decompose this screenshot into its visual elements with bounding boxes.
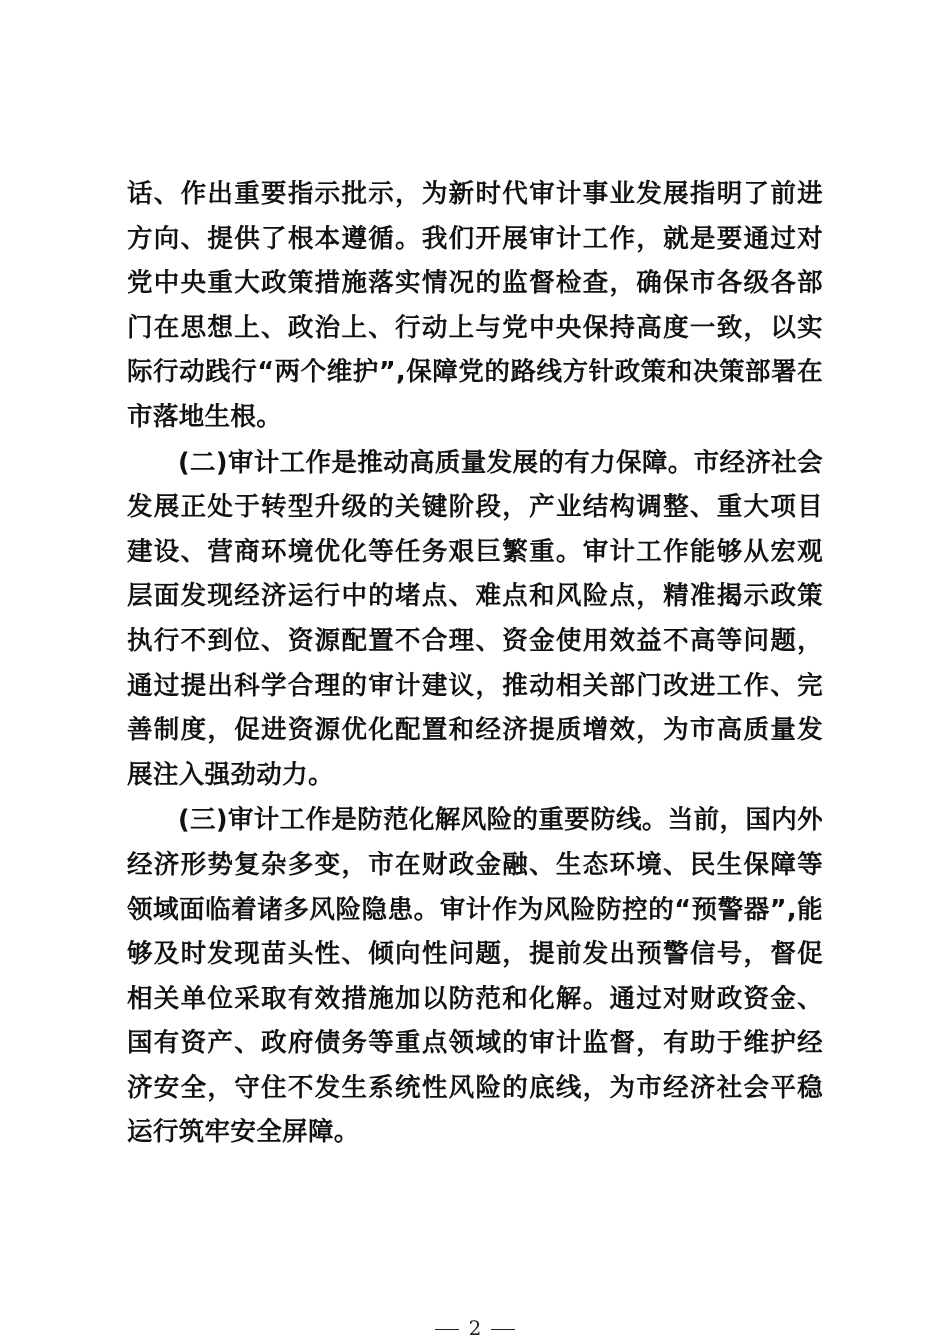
footer-dash-left [435,1329,459,1331]
footer-dash-right [491,1329,515,1331]
page-number: 2 [468,1316,482,1340]
paragraph-section-two: (二)审计工作是推动高质量发展的有力保障。市经济社会发展正处于转型升级的关键阶段，产业结构调整、重大项目建设、营商环境优化等任务艰巨繁重。审计工作能够从宏观层面发现经济运行中的堵点、难点和风险点，精准揭示政策执行不到位、资源配置不合理、资金使用效益不高等问题，通过提出科学合理的审计建议，推动相关部门改进工作、完善制度，促进资源优化配置和经济提质增效，为市高质量发展注入强劲动力。 [127,447,823,790]
page-footer [0,1316,950,1340]
body-text [127,172,823,1155]
paragraph-section-three: (三)审计工作是防范化解风险的重要防线。当前，国内外经济形势复杂多变，市在财政金融、生态环境、民生保障等领域面临着诸多风险隐患。审计作为风险防控的“预警器”,能够及时发现苗头性、倾向性问题，提前发出预警信号，督促相关单位采取有效措施加以防范和化解。通过对财政资金、国有资产、政府债务等重点领域的审计监督，有助于维护经济安全，守住不发生系统性风险的底线，为市经济社会平稳运行筑牢安全屏障。 [127,805,823,1148]
paragraph-continuation: 话、作出重要指示批示，为新时代审计事业发展指明了前进方向、提供了根本遵循。我们开展审计工作，就是要通过对党中央重大政策措施落实情况的监督检查，确保市各级各部门在思想上、政治上、行动上与党中央保持高度一致，以实际行动践行“两个维护”,保障党的路线方针政策和决策部署在市落地生根。 [127,179,823,432]
